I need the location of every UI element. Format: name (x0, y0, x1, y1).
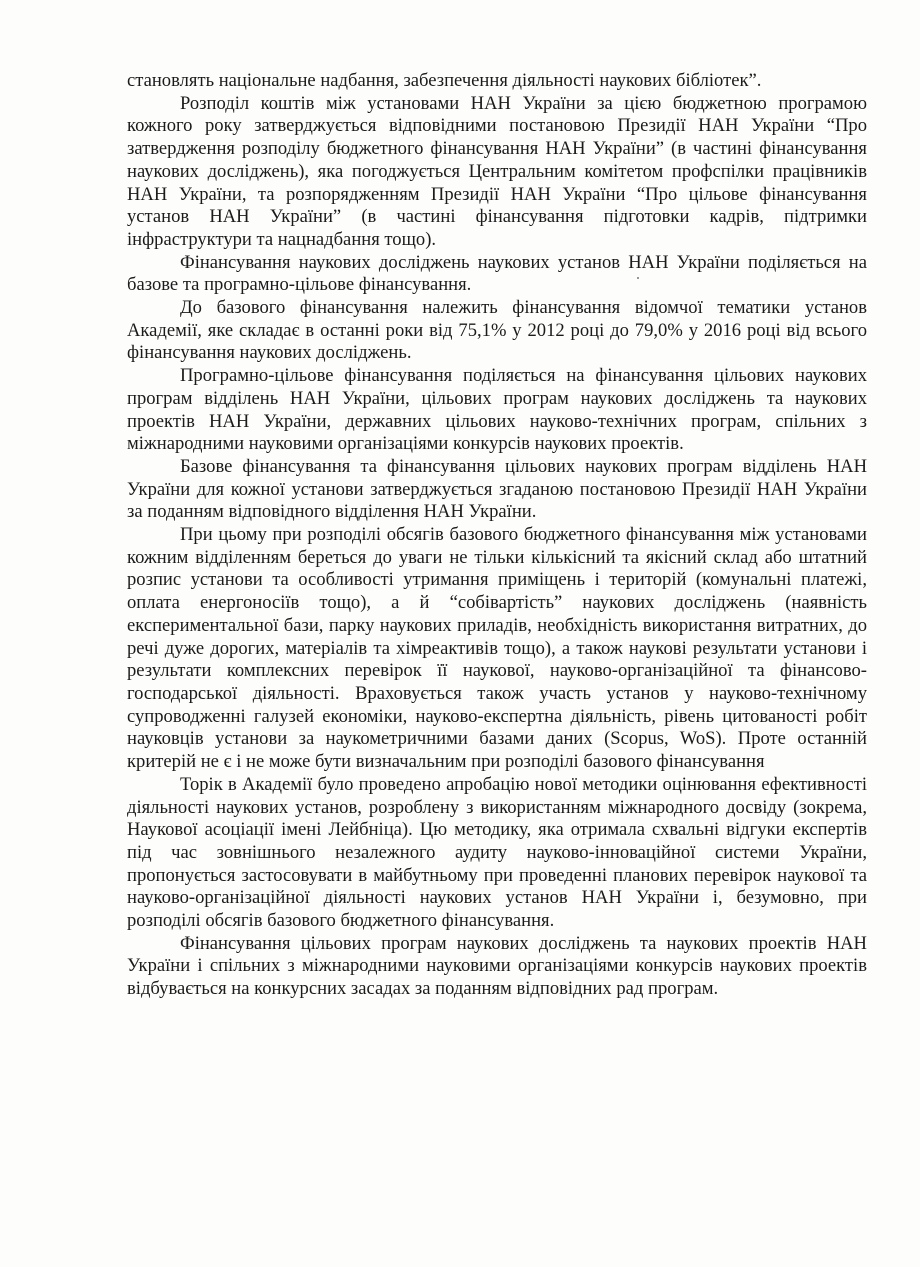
paragraph-base-financing: До базового фінансування належить фінансування відомчої тематики установ Академії, яке складає в останні роки від 75,1% у 2012 році до 79,0% у 2016 році від всього фінансування наукових досліджень. (127, 297, 867, 364)
paragraph-continuation: становлять національне надбання, забезпечення діяльності наукових бібліотек”. (127, 70, 762, 91)
paragraph-program-target-financing: Програмно-цільове фінансування поділяється на фінансування цільових наукових програм відділень НАН України, цільових програм наукових досліджень та наукових проектів НАН України, державних цільових науково-технічних програм, спільних з міжнародними науковими організаціями конкурсів наукових проектів. (127, 365, 867, 455)
paragraph-research-financing: Фінансування наукових досліджень наукових установ НАН України поділяється на базове та програмно-цільове фінансування. (127, 251, 867, 296)
paragraph-distribution-criteria: При цьому при розподілі обсягів базового бюджетного фінансування між установами кожним відділенням береться до уваги не тільки кількісний та якісний склад або штатний розпис установи та особливості утримання приміщень і територій (комунальні платежі, оплата енергоносіїв тощо), а й “собівартість” наукових досліджень (наявність експериментальної бази, парку наукових приладів, необхідність використання витратних, до речі дуже дорогих, матеріалів та хімреактивів тощо), а також наукові результати установи і результати комплексних перевірок її наукової, науково-організаційної та фінансово-господарської діяльності. Враховується також участь установ у науково-технічному супроводженні галузей економіки, науково-експертна діяльність, рівень цитованості робіт науковців установи за наукометричними базами даних (Scopus, WoS). Проте останній критерій не є і не може бути визначальним при розподілі базового фінансування (127, 524, 867, 773)
scan-speck (637, 277, 639, 279)
paragraph-budget-distribution: Розподіл коштів між установами НАН України за цією бюджетною програмою кожного року затверджується відповідними постановою Президії НАН України “Про затвердження розподілу бюджетного фінансування НАН України” (в частині фінансування наукових досліджень), яка погоджується Центральним комітетом профспілки працівників НАН України, та розпорядженням Президії НАН України “Про цільове фінансування установ НАН України” (в частині фінансування підготовки кадрів, підтримки інфраструктури та нацнадбання тощо). (127, 92, 867, 250)
paragraph-evaluation-method: Торік в Академії було проведено апробацію нової методики оцінювання ефективності діяльності наукових установ, розроблену з використанням міжнародного досвіду (зокрема, Наукової асоціації імені Лейбніца). Цю методику, яка отримала схвальні відгуки експертів під час зовнішнього незалежного аудиту науково-інноваційної системи України, пропонується застосовувати в майбутньому при проведенні планових перевірок наукової та науково-організаційної діяльності наукових установ НАН України і, безумовно, при розподілі обсягів базового бюджетного фінансування. (127, 773, 867, 932)
paragraph-approval: Базове фінансування та фінансування цільових наукових програм відділень НАН України для кожної установи затверджується згаданою постановою Президії НАН України за поданням відповідного відділення НАН України. (127, 455, 867, 523)
paragraph-competitive-basis: Фінансування цільових програм наукових досліджень та наукових проектів НАН України і спільних з міжнародними науковими організаціями конкурсів наукових проектів відбувається на конкурсних засадах за поданням відповідних рад програм. (127, 932, 867, 1000)
document-body (127, 70, 867, 1001)
